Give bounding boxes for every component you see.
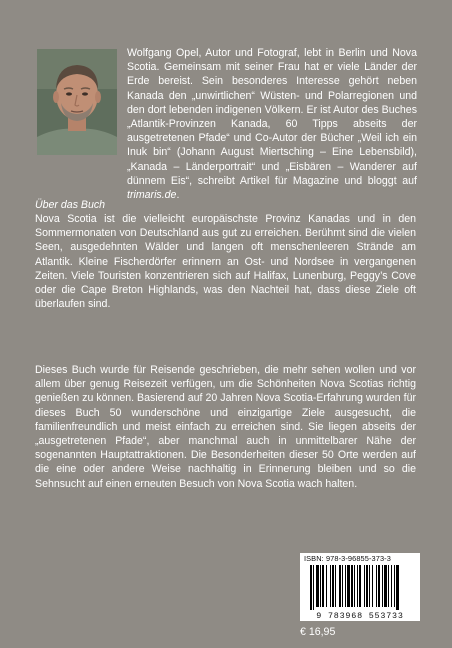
description-paragraph-1: Nova Scotia ist die vielleicht europäischste Provinz Kanadas und in den Sommermonaten von Deutschland aus gut zu erreichen. Berühmt sind die vielen Seen, ausgedehnten Wälder und langen oft menschenleeren Strände am Atlantik. Kleine Fischerdörfer erinnern an Ost- und Nordsee in vergangenen Zeiten. Viele Touristen konzentrieren sich auf Halifax, Lunenburg, Peggy’s Cove oder die Cape Breton Highlands, was den Nachteil hat, dass diese Ziele oft überlaufen sind. <box>35 213 416 311</box>
barcode-bar <box>396 565 399 610</box>
price: € 16,95 <box>300 626 336 638</box>
barcode-bar <box>351 565 353 607</box>
barcode-bar <box>378 565 380 607</box>
barcode-bar <box>345 565 346 607</box>
barcode-digits: 9 783968 553733 <box>316 611 404 621</box>
barcode-bar <box>313 565 314 610</box>
barcode-bar <box>388 565 389 607</box>
author-bio-text: Wolfgang Opel, Autor und Fotograf, lebt in Berlin und Nova Scotia. Gemeinsam mit seiner Frau hat er viele Länder der Erde bereist. Sein besonderes Interesse gehört neben Kanada den „unwirtlichen“ Wüsten- und Polarregionen und den dort lebenden indigenen Völkern. Er ist Autor des Buches „Atlantik-Provinzen Kanada, 60 Tipps abseits der ausgetretenen Pfade“ und Co-Autor der Bücher „Weil ich ein Inuk bin“ (Johann August Miertsching – Eine Lebensbild), „Kanada – Länderportrait“ und „Eisbären – Wanderer auf dünnem Eis“, schreibt Artikel für Magazine und bloggt auf <box>127 47 417 187</box>
author-photo <box>37 49 117 155</box>
barcode-bar <box>339 565 341 607</box>
barcode-bar <box>357 565 358 607</box>
barcode-bar <box>332 565 334 607</box>
barcode-bar <box>330 565 331 607</box>
barcode-bar <box>326 565 327 607</box>
author-website: trimaris.de <box>127 189 177 202</box>
author-bio <box>127 46 417 202</box>
barcode-bar <box>376 565 377 607</box>
barcode-bar <box>366 565 368 607</box>
barcode-bar <box>310 565 312 610</box>
barcode-bar <box>394 565 395 607</box>
barcode-bar <box>335 565 336 607</box>
barcode-bar <box>384 565 387 607</box>
barcode-bar <box>342 565 343 607</box>
barcode-bar <box>382 565 383 607</box>
barcode-bar <box>354 565 355 607</box>
section-title: Über das Buch <box>35 199 106 211</box>
barcode-bar <box>369 565 370 607</box>
barcode-bar <box>372 565 373 607</box>
barcode-bar <box>391 565 392 607</box>
author-bio-end: . <box>176 189 180 202</box>
barcode-bar <box>359 565 361 607</box>
barcode-icon <box>304 565 416 610</box>
barcode-bar <box>364 565 365 607</box>
description-paragraph-2: Dieses Buch wurde für Reisende geschrieben, die mehr sehen wollen und vor allem über genug Reisezeit verfügen, um die Schönheiten Nova Scotias richtig genießen zu können. Basierend auf 20 Jahren Nova Scotia-Erfahrung wurden für dieses Buch 50 wunderschöne und einzigartige Ziele ausgesucht, die familienfreundlich und meist einfach zu erreichen sind. Sie liegen abseits der „ausgetretenen Pfade“, aber manchmal auch in unmittelbarer Nähe der sogenannten Hauptattraktionen. Die Besonderheiten dieser 50 Orte werden auf die eine oder andere Weise nachhaltig in Erinnerung bleiben und so die Sehnsucht auf einen erneuten Besuch von Nova Scotia wach halten. <box>35 364 416 490</box>
barcode-bar <box>322 565 324 607</box>
barcode-bar <box>347 565 350 607</box>
barcode-bar <box>316 565 319 607</box>
barcode-bar <box>320 565 321 607</box>
isbn-label: ISBN: 978-3-96855-373-3 <box>304 554 391 563</box>
